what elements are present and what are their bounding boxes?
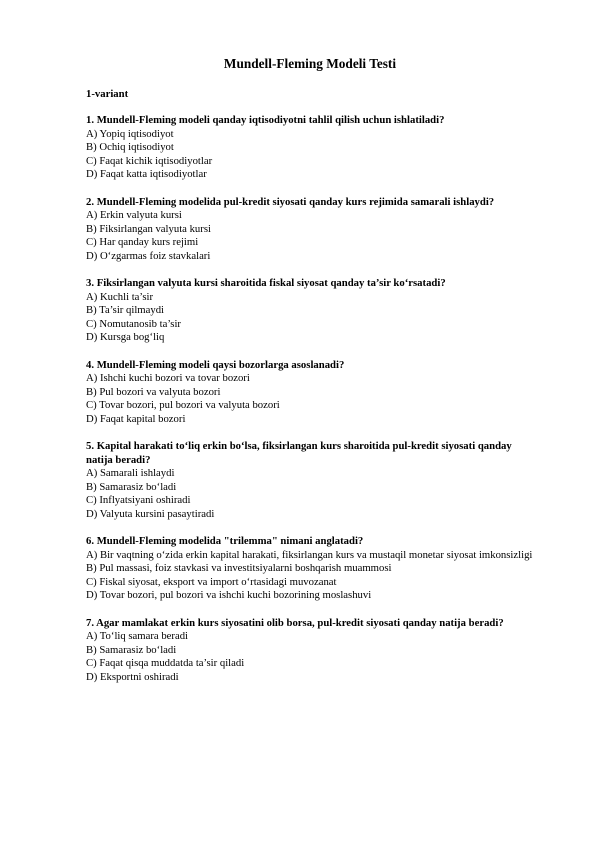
answer-option-c: C) Nomutanosib ta’sir xyxy=(86,317,181,330)
answer-option-d: D) Valyuta kursini pasaytiradi xyxy=(86,507,215,520)
answer-option-a: A) To‘liq samara beradi xyxy=(86,630,189,642)
answer-option-d: D) Kursga bog‘liq xyxy=(86,331,165,343)
answer-option-c: C) Har qanday kurs rejimi xyxy=(86,236,199,248)
question-5 xyxy=(86,440,534,521)
document-title: Mundell-Fleming Modeli Testi xyxy=(223,56,397,71)
question-3 xyxy=(86,277,534,345)
answer-option-d: D) O‘zgarmas foiz stavkalari xyxy=(86,249,211,262)
answer-option-d: D) Eksportni oshiradi xyxy=(86,670,179,683)
answer-option-b: B) Fiksirlangan valyuta kursi xyxy=(86,222,211,235)
question-1 xyxy=(86,114,534,182)
answer-option-b: B) Samarasiz bo‘ladi xyxy=(86,480,177,493)
answer-option-c: C) Tovar bozori, pul bozori va valyuta bozori xyxy=(86,399,280,411)
answer-option-c: C) Inflyatsiyani oshiradi xyxy=(86,494,191,506)
question-text: 7. Agar mamlakat erkin kurs siyosatini olib borsa, pul-kredit siyosati qanday natija beradi? xyxy=(86,616,504,629)
answer-option-a: A) Yopiq iqtisodiyot xyxy=(86,127,174,140)
question-6 xyxy=(86,535,534,603)
answer-option-a: A) Samarali ishlaydi xyxy=(86,467,175,479)
question-text: 3. Fiksirlangan valyuta kursi sharoitida fiskal siyosat qanday ta’sir ko‘rsatadi? xyxy=(86,277,446,289)
question-text: 4. Mundell-Fleming modeli qaysi bozorlarga asoslanadi? xyxy=(86,358,345,371)
question-text: 2. Mundell-Fleming modelida pul-kredit siyosati qanday kurs rejimida samarali ishlaydi? xyxy=(86,195,495,208)
variant-label: 1-variant xyxy=(86,88,129,100)
answer-option-a: A) Erkin valyuta kursi xyxy=(86,209,182,221)
question-7 xyxy=(86,617,534,685)
answer-option-d: D) Tovar bozori, pul bozori va ishchi kuchi bozorining moslashuvi xyxy=(86,589,372,601)
question-text: 5. Kapital harakati to‘liq erkin bo‘lsa, fiksirlangan kurs sharoitida pul-kredit siyosati qanday natija beradi? xyxy=(86,440,512,466)
answer-option-c: C) Faqat qisqa muddatda ta’sir qiladi xyxy=(86,657,245,669)
question-4 xyxy=(86,359,534,427)
document-page xyxy=(86,56,534,698)
answer-option-d: D) Faqat katta iqtisodiyotlar xyxy=(86,168,207,180)
answer-option-c: C) Fiskal siyosat, eksport va import o‘rtasidagi muvozanat xyxy=(86,575,337,588)
question-2 xyxy=(86,196,534,264)
answer-option-a: A) Bir vaqtning o‘zida erkin kapital harakati, fiksirlangan kurs va mustaqil monetar siyosat imkonsizligi xyxy=(86,548,533,561)
answer-option-a: A) Kuchli ta’sir xyxy=(86,290,154,303)
answer-option-b: B) Pul massasi, foiz stavkasi va investitsiyalarni boshqarish muammosi xyxy=(86,562,392,574)
answer-option-b: B) Ochiq iqtisodiyot xyxy=(86,141,174,153)
question-text: 6. Mundell-Fleming modelida "trilemma" nimani anglatadi? xyxy=(86,535,364,547)
answer-option-c: C) Faqat kichik iqtisodiyotlar xyxy=(86,154,213,167)
answer-option-a: A) Ishchi kuchi bozori va tovar bozori xyxy=(86,372,250,384)
answer-option-b: B) Samarasiz bo‘ladi xyxy=(86,643,177,656)
answer-option-b: B) Ta’sir qilmaydi xyxy=(86,304,165,316)
answer-option-b: B) Pul bozori va valyuta bozori xyxy=(86,385,221,398)
answer-option-d: D) Faqat kapital bozori xyxy=(86,412,186,425)
question-text: 1. Mundell-Fleming modeli qanday iqtisodiyotni tahlil qilish uchun ishlatiladi? xyxy=(86,114,445,126)
